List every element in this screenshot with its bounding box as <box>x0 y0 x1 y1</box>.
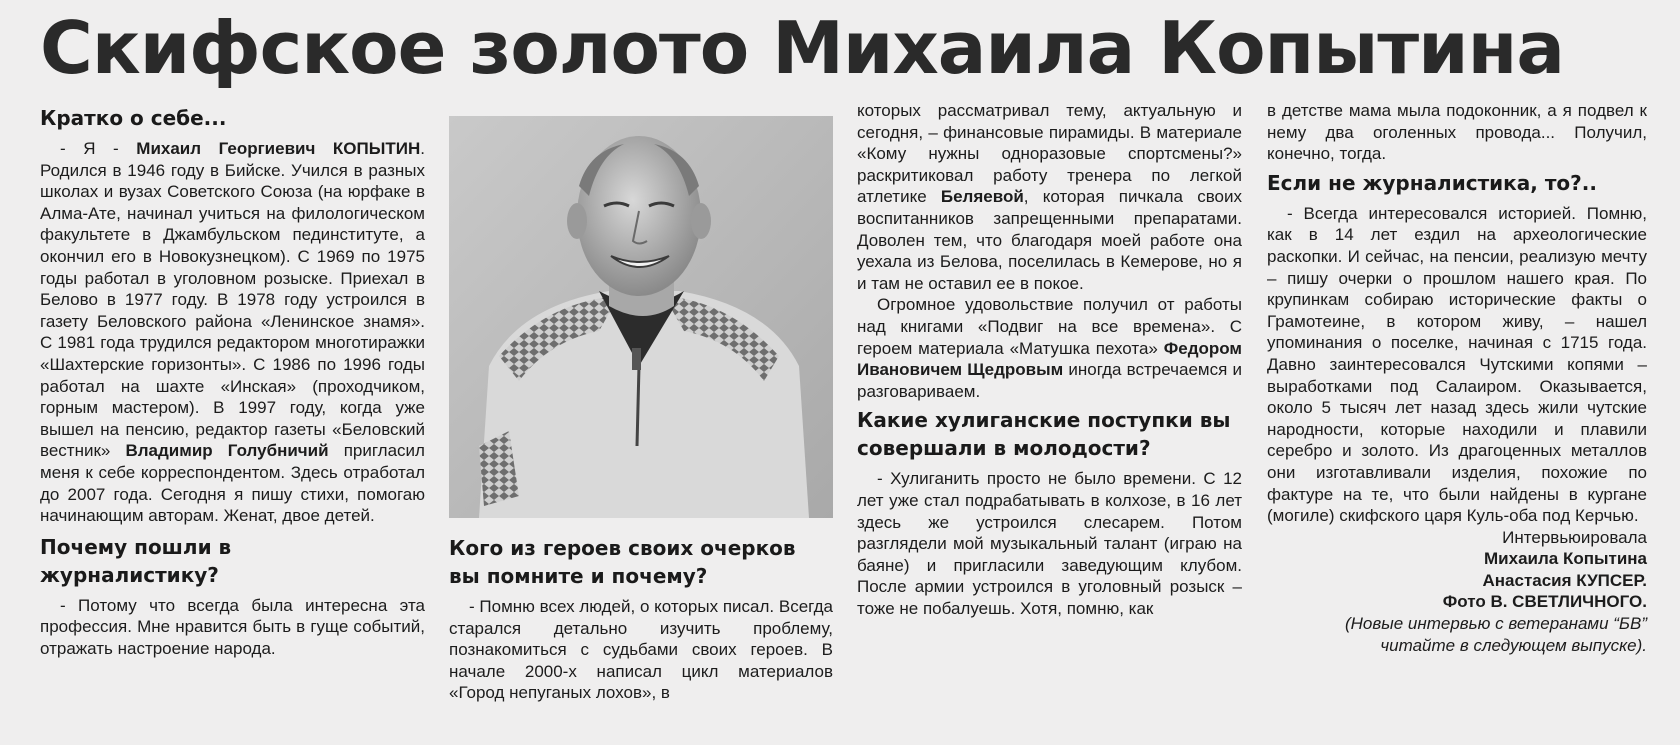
column-1 <box>40 100 425 659</box>
about-text-2: пригласил меня к себе корреспондентом. Здесь отработал до 2007 года. Сегодня я пишу стихи, помогаю начинающим авторам. Женат, двое детей. <box>40 441 425 526</box>
col3-paragraph-2 <box>857 294 1242 402</box>
column-2 <box>449 530 833 704</box>
about-bold-name: Владимир Голубничий <box>125 441 329 461</box>
portrait-image <box>449 116 833 518</box>
next-issue-note: (Новые интервью с ветеранами “БВ” читайте в следующем выпуске). <box>1344 614 1647 655</box>
section-title-pranks: Какие хулиганские поступки вы совершали в молодости? <box>857 408 1231 461</box>
col3-paragraph-1 <box>857 100 1242 294</box>
column-4 <box>1267 100 1647 656</box>
section-title-heroes: Кого из героев своих очерков вы помните и почему? <box>449 536 796 588</box>
col3-bold-name-2: Федором Ивановичем Щедровым <box>857 338 1242 380</box>
col3-text-2a: Огромное удовольствие получил от работы над книгами «Подвиг на все времена». С героем материала «Матушка пехота» <box>857 295 1242 358</box>
credit-subject: Михаила Копытина <box>1484 549 1647 569</box>
col3-bold-name-1: Беляевой <box>940 187 1024 207</box>
col3-text-1b: , которая пичкала своих воспитанников запрещенными препаратами. Доволен тем, что благодаря моей работе она уехала из Белова, поселилась в Кемерове, но я и там не оставил ее в покое. <box>857 187 1242 293</box>
credit-intro: Интервьюировала <box>1502 527 1647 547</box>
portrait-photo <box>449 116 833 518</box>
credit-photo: Фото В. СВЕТЛИЧНОГО. <box>1442 592 1647 612</box>
section-title-about: Кратко о себе... <box>40 106 227 130</box>
col3-text-2b: иногда встречаемся и разговариваем. <box>857 360 1242 401</box>
article-headline: Скифское золото Михаила Копытина <box>40 6 1564 90</box>
credit-author: Анастасия КУПСЕР. <box>1482 570 1647 590</box>
why-journalism-paragraph: - Потому что всегда была интересна эта профессия. Мне нравится быть в гуще событий, отражать настроение народа. <box>40 595 425 658</box>
about-text-1: . Родился в 1946 году в Бийске. Учился в разных школах и вузах Советского Союза (на юрфаке в Алма-Ате, начинал учиться на филологическом факультете в Джамбульском пединституте, а окончил его в Новокузнецком). С 1969 по 1975 годы работал в уголовном розыске. Приехал в Белово в 1977 году. В 1978 году устроился в газету Беловского района «Ленинское знамя». С 1981 года трудился редактором многотиражки «Шахтерские горизонты». С 1986 по 1996 годы работал на шахте «Инская» (проходчиком, горным мастером). В 1997 году, когда уже вышел на пенсию, редактор газеты «Беловский вестник» <box>40 139 425 461</box>
about-name: Михаил Георгиевич КОПЫТИН <box>136 139 421 158</box>
col3-text-1a: которых рассматривал тему, актуальную и сегодня, – финансовые пирамиды. В материале «Кому нужны одноразовые спортсмены?» раскритиковал работу тренера по легкой атлетике <box>857 101 1242 207</box>
section-title-why-journalism: Почему пошли в журналистику? <box>40 534 232 587</box>
column-3 <box>857 100 1242 619</box>
about-paragraph <box>40 138 425 527</box>
about-lead: - Я - <box>60 139 119 158</box>
heroes-paragraph: - Помню всех людей, о которых писал. Всегда старался детально изучить проблему, познакомиться с судьбами своих героев. В начале 2000-х написал цикл материалов «Город непуганых лохов», в <box>449 597 833 703</box>
section-title-if-not-journalism: Если не журналистика, то?.. <box>1267 170 1597 195</box>
pranks-paragraph: - Хулиганить просто не было времени. С 12 лет уже стал подрабатывать в колхозе, в 16 лет здесь же устроился слесарем. Потом разглядели мой музыкальный талант (играю на баяне) и пригласили заведующим клубом. После армии устроился в уголовный розыск – тоже не побалуешь. Хотя, помню, как <box>857 469 1242 618</box>
col4-paragraph-1: в детстве мама мыла подоконник, а я подвел к нему два оголенных провода... Получил, конечно, тогда. <box>1267 101 1647 164</box>
history-paragraph: - Всегда интересовался историей. Помню, как в 14 лет ездил на археологические раскопки. И сейчас, на пенсии, реализую мечту – пишу очерки о прошлом нашего края. По крупинкам собираю исторические факты о Грамотеине, в котором живу, – нашел упоминания о поселке, начиная с 1715 года. Давно заинтересовался Чутскими копями – выработками под Салаиром. Оказывается, около 5 тысяч лет назад здесь жили чутские народности, которые находили и плавили серебро и золото. Из драгоценных металлов они изготавливали изделия, похожие по фактуре на те, что были найдены в кургане (могиле) скифского царя Куль-оба под Керчью. <box>1267 203 1647 526</box>
